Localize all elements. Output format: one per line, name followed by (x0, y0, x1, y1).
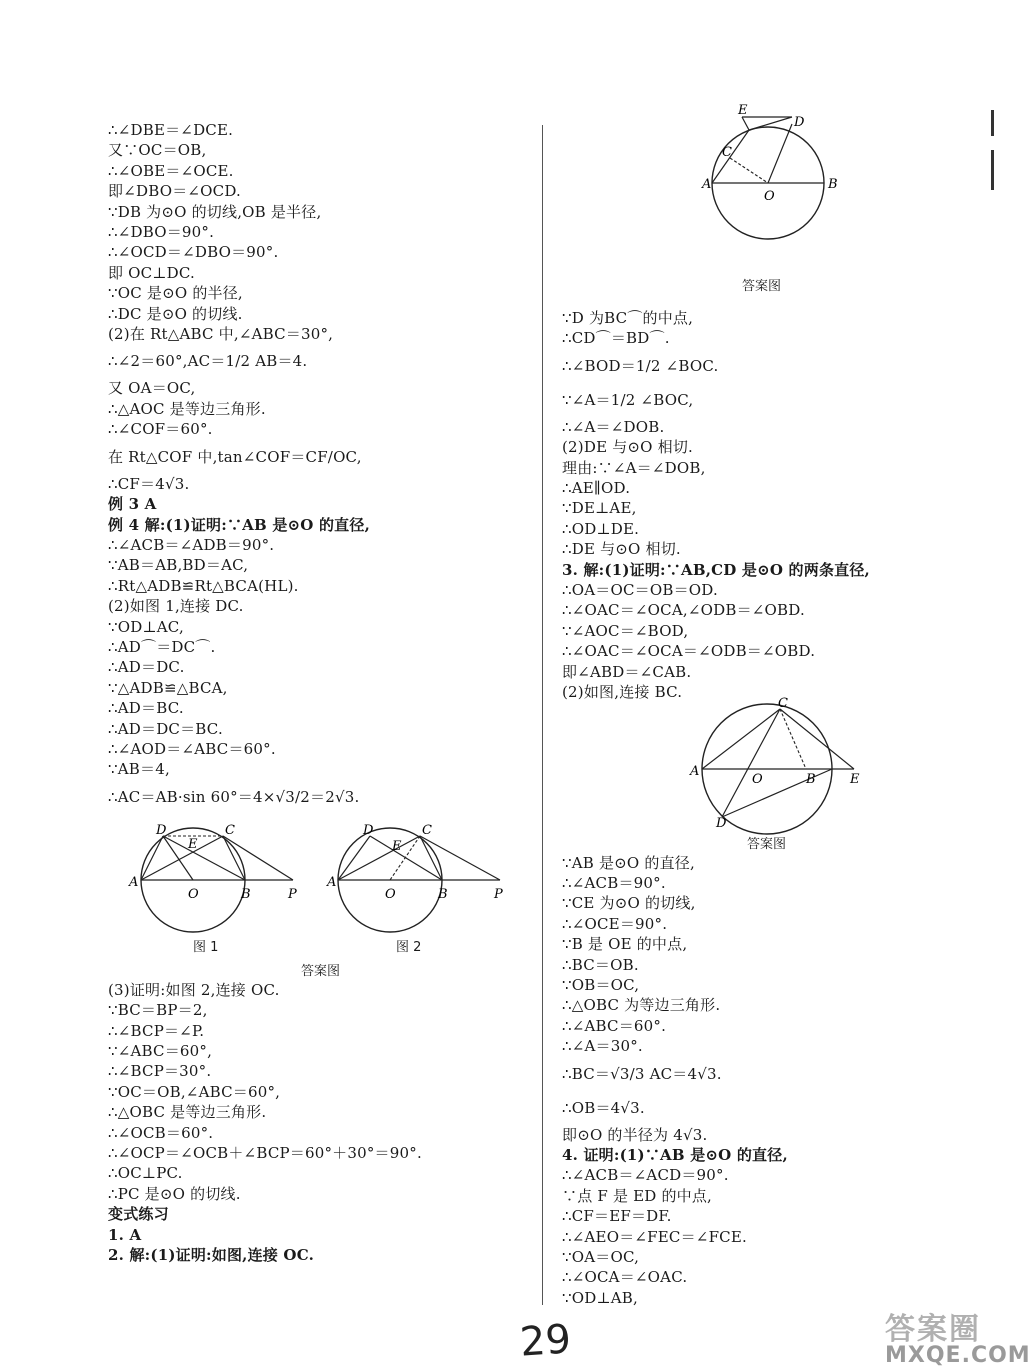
left-lines-line-6: ∴∠OCD＝∠DBO＝90°. (108, 243, 279, 262)
left-lines-line-16: ∴CF＝4√3. (108, 474, 190, 493)
left-lines-line-22: (2)如图 1,连接 DC. (108, 597, 244, 616)
left-lines-line-9: ∴DC 是⊙O 的切线. (108, 304, 243, 323)
right-lines-line-3: ∵∠A＝1/2 ∠BOC, (562, 390, 694, 409)
right-lines-2-line-19: ∴∠OCA＝∠OAC. (562, 1268, 688, 1287)
right-text-block-1 (562, 308, 982, 703)
watermark-cn: 答案圈 (885, 1312, 981, 1347)
right-lines-2-line-17: ∴∠AEO＝∠FEC＝∠FCE. (562, 1227, 747, 1246)
fig1-label-D: D (156, 822, 167, 838)
left-lines-line-31: ∴AC＝AB·sin 60°＝4×√3/2＝2√3. (108, 787, 360, 806)
right-lines-2-line-10: ∴BC＝√3/3 AC＝4√3. (562, 1064, 722, 1083)
edge-mark-2 (991, 150, 994, 190)
right-lines-2-line-2: ∵CE 为⊙O 的切线, (562, 894, 696, 913)
figr2-label-O: O (752, 771, 763, 787)
left-lines-line-23: ∵OD⊥AC, (108, 617, 184, 636)
right-column (562, 0, 982, 1308)
right-lines-2-line-15: ∵点 F 是 ED 的中点, (562, 1186, 713, 1205)
left-lines-line-20: ∵AB＝AB,BD＝AC, (108, 556, 249, 575)
left-lines-line-18: 例 4 解:(1)证明:∵AB 是⊙O 的直径, (108, 515, 371, 534)
left-lines-line-26: ∵△ADB≌△BCA, (108, 678, 228, 697)
fig2-label-O: O (385, 886, 396, 902)
left-lines-line-8: ∵OC 是⊙O 的半径, (108, 284, 243, 303)
left-lines-line-5: ∴∠DBO＝90°. (108, 223, 215, 242)
left-lines-line-2: ∴∠OBE＝∠OCE. (108, 161, 234, 180)
left-lines-2-line-5: ∵OC＝OB,∠ABC＝60°, (108, 1082, 281, 1101)
right-lines-line-1: ∴CD⌒＝BD⌒. (562, 329, 670, 348)
right-lines-2-line-5: ∴BC＝OB. (562, 955, 639, 974)
right-lines-2-line-8: ∴∠ABC＝60°. (562, 1016, 667, 1035)
left-column (108, 120, 533, 1265)
figr2-caption: 答案图 (747, 836, 787, 852)
left-lines-line-25: ∴AD＝DC. (108, 658, 185, 677)
right-lines-line-12: ∴OA＝OC＝OB＝OD. (562, 581, 718, 600)
left-lines-line-10: (2)在 Rt△ABC 中,∠ABC＝30°, (108, 325, 334, 344)
left-lines-line-17: 例 3 A (108, 495, 157, 514)
left-lines-line-1: 又∵OC＝OB, (108, 141, 207, 160)
left-lines-2-line-8: ∴∠OCP＝∠OCB＋∠BCP＝60°＋30°＝90°. (108, 1144, 422, 1163)
figr2-label-E: E (850, 771, 860, 787)
left-lines-2-line-10: ∴PC 是⊙O 的切线. (108, 1184, 241, 1203)
left-lines-2-line-9: ∴OC⊥PC. (108, 1164, 183, 1183)
right-lines-line-16: 即∠ABD＝∠CAB. (562, 662, 692, 681)
figr1-label-E: E (738, 103, 748, 118)
right-lines-line-2: ∴∠BOD＝1/2 ∠BOC. (562, 356, 719, 375)
fig2-label-B: B (438, 886, 448, 902)
right-lines-line-17: (2)如图,连接 BC. (562, 683, 683, 702)
figure-2-diagram (326, 823, 503, 932)
right-lines-line-15: ∴∠OAC＝∠OCA＝∠ODB＝∠OBD. (562, 642, 816, 661)
right-lines-2-line-12: 即⊙O 的半径为 4√3. (562, 1125, 708, 1144)
left-lines-line-0: ∴∠DBE＝∠DCE. (108, 121, 234, 139)
right-lines-2-line-6: ∵OB＝OC, (562, 975, 640, 994)
left-lines-2-line-13: 2. 解:(1)证明:如图,连接 OC. (108, 1246, 314, 1265)
figr1-label-B: B (828, 177, 838, 192)
left-lines-2-line-12: 1. A (108, 1225, 142, 1244)
watermark-url: MXQE.COM (885, 1343, 1031, 1368)
fig1-label-E: E (188, 836, 198, 852)
figr2-label-B: B (806, 771, 816, 787)
left-lines-2-line-7: ∴∠OCB＝60°. (108, 1123, 214, 1142)
left-lines-2-line-1: ∵BC＝BP＝2, (108, 1001, 208, 1020)
figure-left-svg (108, 818, 533, 978)
left-lines-2-line-3: ∵∠ABC＝60°, (108, 1042, 213, 1060)
right-lines-line-0: ∵D 为BC⌒的中点, (562, 309, 694, 327)
figr2-label-D: D (716, 815, 727, 831)
fig1-caption: 图 1 (193, 939, 219, 955)
left-lines-2-line-6: ∴△OBC 是等边三角形. (108, 1103, 267, 1122)
left-lines-line-14: ∴∠COF＝60°. (108, 420, 213, 439)
left-lines-line-15: 在 Rt△COF 中,tan∠COF＝CF/OC, (108, 447, 362, 466)
right-lines-2-line-1: ∴∠ACB＝90°. (562, 873, 666, 892)
left-lines-line-3: 即∠DBO＝∠OCD. (108, 182, 241, 201)
right-lines-line-13: ∴∠OAC＝∠OCA,∠ODB＝∠OBD. (562, 601, 805, 620)
fig1-label-A: A (129, 874, 139, 890)
left-lines-2-line-4: ∴∠BCP＝30°. (108, 1062, 212, 1081)
right-lines-2-line-13: 4. 证明:(1)∵AB 是⊙O 的直径, (562, 1145, 788, 1164)
right-lines-2-line-14: ∴∠ACB＝∠ACD＝90°. (562, 1166, 729, 1185)
left-lines-line-7: 即 OC⊥DC. (108, 263, 195, 282)
fig1-label-P: P (288, 886, 297, 902)
right-lines-line-11: 3. 解:(1)证明:∵AB,CD 是⊙O 的两条直径, (562, 560, 870, 579)
figure-1-diagram (128, 823, 297, 932)
right-lines-2-line-16: ∴CF＝EF＝DF. (562, 1207, 672, 1226)
left-lines-line-28: ∴AD＝DC＝BC. (108, 719, 223, 738)
figure-right-1-svg (562, 103, 982, 285)
fig2-label-A: A (327, 874, 337, 890)
fig1-label-C: C (225, 822, 235, 838)
left-lines-2-line-11: 变式练习 (108, 1205, 169, 1224)
right-lines-line-5: (2)DE 与⊙O 相切. (562, 438, 693, 457)
left-lines-2-line-2: ∴∠BCP＝∠P. (108, 1021, 205, 1040)
figure-right-2-svg (562, 695, 982, 831)
right-lines-2-line-3: ∴∠OCE＝90°. (562, 914, 668, 933)
left-lines-2-line-0: (3)证明:如图 2,连接 OC. (108, 980, 280, 999)
right-lines-2-line-20: ∵OD⊥AB, (562, 1288, 638, 1307)
left-lines-line-29: ∴∠AOD＝∠ABC＝60°. (108, 739, 276, 758)
right-lines-line-9: ∴OD⊥DE. (562, 519, 640, 538)
right-lines-2-line-11: ∴OB＝4√3. (562, 1098, 645, 1117)
right-lines-2-line-4: ∵B 是 OE 的中点, (562, 935, 688, 954)
fig2-caption: 图 2 (396, 939, 422, 955)
column-divider (542, 125, 543, 1305)
right-lines-2-line-0: ∵AB 是⊙O 的直径, (562, 853, 695, 872)
figr1-label-O: O (764, 189, 775, 204)
left-lines-line-13: ∴△AOC 是等边三角形. (108, 399, 266, 418)
fig2-label-C: C (422, 822, 432, 838)
figure-right-2 (562, 695, 982, 852)
left-text-block-1 (108, 120, 533, 814)
figr1-label-D: D (794, 115, 805, 130)
right-lines-line-14: ∵∠AOC＝∠BOD, (562, 621, 689, 640)
fig2-label-D: D (363, 822, 374, 838)
page-number: 29 (518, 1316, 573, 1366)
left-lines-line-4: ∵DB 为⊙O 的切线,OB 是半径, (108, 202, 322, 221)
right-lines-line-7: ∴AE∥OD. (562, 479, 631, 498)
fig2-label-E: E (392, 838, 402, 854)
figr2-label-A: A (690, 763, 700, 779)
fig1-label-B: B (241, 886, 251, 902)
fig1-label-O: O (188, 886, 199, 902)
right-lines-2-line-18: ∵OA＝OC, (562, 1248, 640, 1266)
right-lines-line-4: ∴∠A＝∠DOB. (562, 417, 665, 436)
figr2-label-C: C (778, 695, 788, 711)
edge-mark-1 (991, 110, 994, 136)
right-text-block-2 (562, 853, 982, 1309)
figure-right-1 (562, 103, 982, 308)
fig-left-answer-caption: 答案图 (300, 963, 340, 979)
left-lines-line-30: ∵AB＝4, (108, 760, 170, 779)
fig2-label-P: P (494, 886, 503, 902)
right-lines-line-6: 理由:∵∠A＝∠DOB, (562, 458, 706, 477)
figr1-label-C: C (722, 145, 732, 160)
right-lines-2-line-7: ∴△OBC 为等边三角形. (562, 996, 721, 1015)
left-text-block-2 (108, 980, 533, 1266)
left-lines-line-11: ∴∠2＝60°,AC＝1/2 AB＝4. (108, 352, 308, 371)
left-lines-line-27: ∴AD＝BC. (108, 699, 184, 718)
left-lines-line-19: ∴∠ACB＝∠ADB＝90°. (108, 535, 275, 554)
right-lines-line-8: ∵DE⊥AE, (562, 499, 637, 518)
left-lines-line-24: ∴AD⌒＝DC⌒. (108, 637, 216, 656)
left-lines-line-21: ∴Rt△ADB≌Rt△BCA(HL). (108, 576, 299, 595)
right-lines-line-10: ∴DE 与⊙O 相切. (562, 540, 681, 559)
figr1-label-A: A (702, 177, 712, 192)
right-lines-2-line-9: ∴∠A＝30°. (562, 1037, 643, 1056)
figr1-caption: 答案图 (742, 279, 782, 294)
figure-left-pair (108, 818, 533, 978)
left-lines-line-12: 又 OA＝OC, (108, 379, 196, 398)
